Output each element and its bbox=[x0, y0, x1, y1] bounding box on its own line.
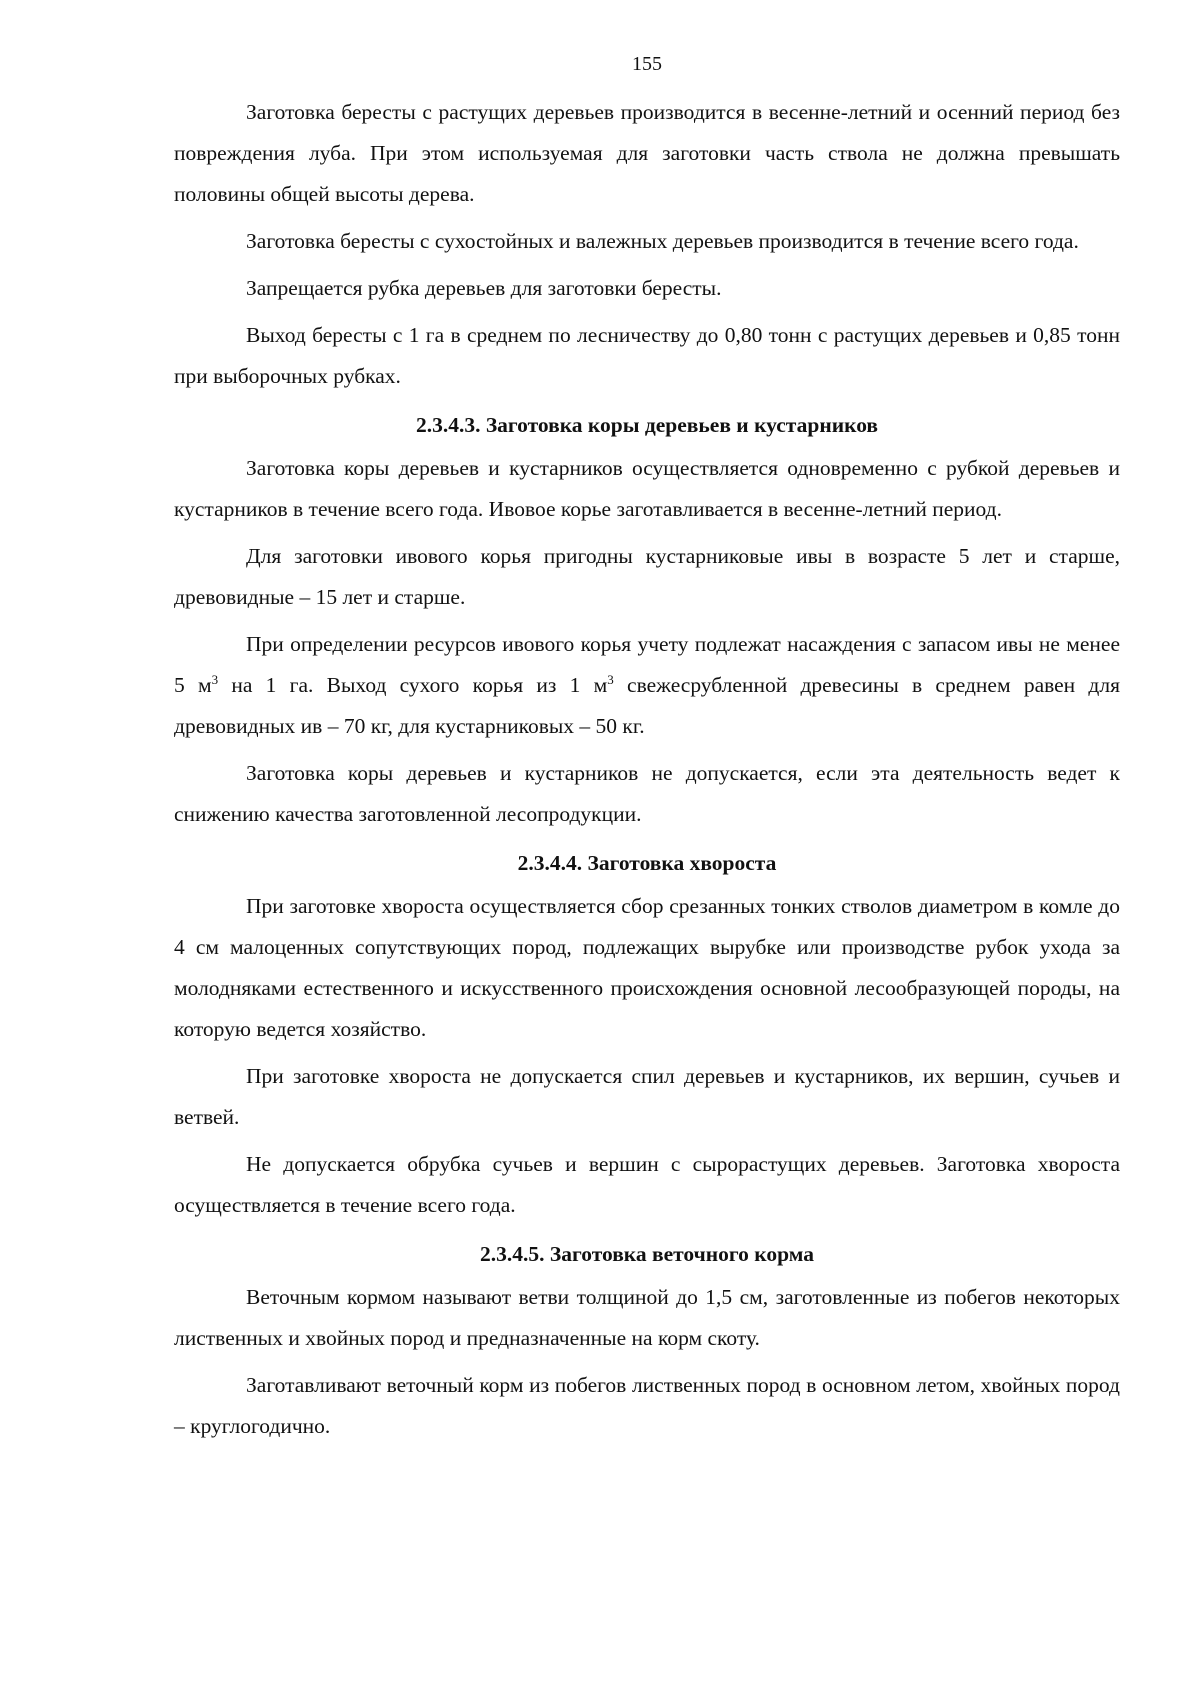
paragraph-birch-bark-felling-ban: Запрещается рубка деревьев для заготовки бересты. bbox=[246, 276, 722, 300]
paragraph-birch-bark-living-trees: Заготовка бересты с растущих деревьев производится в весенне-летний и осенний период без повреждения луба. При этом используемая для заготовки часть ствола не должна превышать половины общей высоты дерева. bbox=[174, 100, 1120, 206]
paragraph-birch-bark-deadwood: Заготовка бересты с сухостойных и валежных деревьев производится в течение всего года. bbox=[246, 229, 1079, 253]
paragraph-willow-resources bbox=[174, 624, 1120, 747]
text-segment: свежесрубленной древесины в среднем равен для древовидных ив – 70 кг, для кустарниковых – 50 кг. bbox=[174, 673, 1120, 738]
paragraph-brushwood-season: Не допускается обрубка сучьев и вершин с сырорастущих деревьев. Заготовка хвороста осуществляется в течение всего года. bbox=[174, 1152, 1120, 1217]
document-page bbox=[174, 52, 1120, 1453]
paragraph-willow-age: Для заготовки ивового корья пригодны кустарниковые ивы в возрасте 5 лет и старше, древовидные – 15 лет и старше. bbox=[174, 544, 1120, 609]
paragraph-twig-fodder-definition: Веточным кормом называют ветви толщиной до 1,5 см, заготовленные из побегов некоторых лиственных и хвойных пород и предназначенные на корм скоту. bbox=[174, 1285, 1120, 1350]
section-heading-brushwood: 2.3.4.4. Заготовка хвороста bbox=[517, 851, 777, 875]
paragraph-twig-fodder-season: Заготавливают веточный корм из побегов лиственных пород в основном летом, хвойных пород – круглогодично. bbox=[174, 1373, 1120, 1438]
section-heading-bark: 2.3.4.3. Заготовка коры деревьев и кустарников bbox=[415, 413, 879, 437]
page-number: 155 bbox=[632, 53, 662, 75]
paragraph-birch-bark-yield: Выход бересты с 1 га в среднем по лесничеству до 0,80 тонн с растущих деревьев и 0,85 тонн при выборочных рубках. bbox=[174, 323, 1120, 388]
superscript: 3 bbox=[607, 671, 614, 687]
paragraph-brushwood-restriction: При заготовке хвороста не допускается спил деревьев и кустарников, их вершин, сучьев и ветвей. bbox=[174, 1064, 1120, 1129]
text-segment: При определении ресурсов ивового корья учету подлежат насаждения с запасом ивы не менее 5 м bbox=[174, 632, 1120, 697]
text-segment: на 1 га. Выход сухого корья из 1 м bbox=[218, 673, 608, 697]
paragraph-bark-harvest: Заготовка коры деревьев и кустарников осуществляется одновременно с рубкой деревьев и кустарников в течение всего года. Ивовое корье заготавливается в весенне-летний период. bbox=[174, 456, 1120, 521]
section-heading-twig-fodder: 2.3.4.5. Заготовка веточного корма bbox=[480, 1242, 814, 1266]
paragraph-bark-restriction: Заготовка коры деревьев и кустарников не допускается, если эта деятельность ведет к снижению качества заготовленной лесопродукции. bbox=[174, 761, 1120, 826]
paragraph-brushwood-collection: При заготовке хвороста осуществляется сбор срезанных тонких стволов диаметром в комле до 4 см малоценных сопутствующих пород, подлежащих вырубке или производстве рубок ухода за молодняками естественного и искусственного происхождения основной лесообразующей породы, на которую ведется хозяйство. bbox=[174, 894, 1120, 1041]
superscript: 3 bbox=[211, 671, 219, 687]
